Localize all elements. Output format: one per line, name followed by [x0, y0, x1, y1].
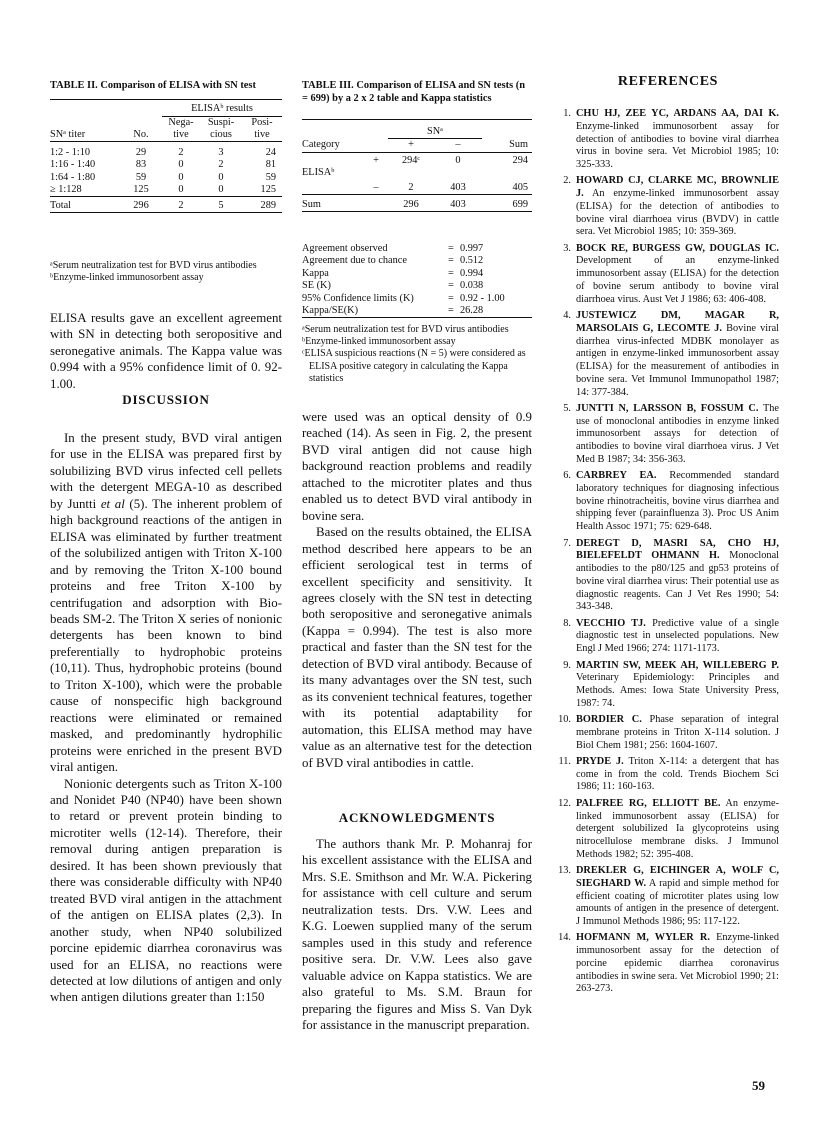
table3-rule-top — [302, 119, 532, 120]
discussion-heading: DISCUSSION — [122, 392, 210, 407]
table2-rule-top — [50, 99, 282, 100]
table3-sn-header: SNᵃ — [388, 126, 482, 139]
table2-footnotes — [50, 260, 282, 284]
stat-value: 0.997 — [460, 243, 484, 254]
table-row — [302, 195, 532, 212]
table2-susp: 0 — [218, 184, 224, 196]
table2-neg: 0 — [178, 171, 184, 183]
results-paragraph: ELISA results gave an excellent agreement with SN in detecting both seropositive and seronegative animals. The Kappa value was 0.994 with a 95% confidence limit of 0. 92-1.00. — [50, 311, 282, 391]
table2-no: 125 — [133, 184, 149, 196]
table3-sum: 699 — [512, 198, 528, 210]
stat-label: Kappa — [302, 267, 329, 279]
table3-a: 296 — [403, 198, 419, 210]
reference-authors: DREKLER G, EICHINGER A, WOLF C, SIEGHARD W. — [576, 865, 779, 889]
table2-titer: 1:64 - 1:80 — [50, 171, 96, 183]
reference-text: Development of an enzyme-linked immunosorbent assay (ELISA) for the detection of bovine serum antibody to bovine viral diarrhoea virus. Aust Vet J 1986; 63: 406-408. — [576, 255, 779, 305]
table2-pos: 81 — [265, 159, 276, 171]
table2-neg: 2 — [178, 146, 184, 158]
reference-number: 3. — [563, 242, 571, 254]
table2-no: 59 — [135, 171, 147, 183]
reference-number: 4. — [563, 310, 571, 322]
reference-number: 8. — [563, 617, 571, 629]
table2-titer: 1:2 - 1:10 — [50, 146, 91, 158]
reference-number: 2. — [563, 175, 571, 187]
table-row — [302, 180, 532, 195]
table2-neg: 0 — [178, 184, 184, 196]
stat-label: 95% Confidence limits (K) — [302, 292, 414, 304]
table3-col-category: Category — [302, 139, 340, 151]
table2-col-neg-1: Nega- — [168, 116, 194, 128]
reference-authors: VECCHIO TJ. — [576, 617, 646, 629]
table2-titer: 1:16 - 1:40 — [50, 159, 96, 171]
stat-value: 0.512 — [460, 255, 484, 267]
table3-elisa-label: ELISAᵇ — [302, 167, 335, 179]
reference-authors: PRYDE J. — [576, 755, 624, 767]
table3-a: 294ᶜ — [401, 154, 421, 166]
table2-total-row — [50, 200, 282, 213]
table-row: Kappa = 0.994 — [302, 268, 532, 280]
reference-text: Predictive value of a single diagnostic test in unselected populations. New Engl J Med 1966; 274: 1171-1173. — [576, 617, 779, 655]
table-row: SE (K) = 0.038 — [302, 280, 532, 292]
reference-item — [557, 175, 779, 239]
stat-value: 0.038 — [460, 280, 484, 292]
table3-stats — [302, 243, 532, 318]
stat-label: Agreement due to chance — [302, 255, 407, 267]
table2-total-label: Total — [50, 199, 72, 211]
table3 — [302, 126, 532, 212]
reference-number: 6. — [563, 470, 571, 482]
table2-col-sn: SNᵃ titer — [50, 128, 86, 140]
references-list — [557, 108, 779, 1000]
references-heading: REFERENCES — [617, 74, 719, 89]
reference-authors: JUNTTI N, LARSSON B, FOSSUM C. — [576, 402, 759, 414]
table-row — [50, 147, 282, 159]
table2-total-susp: 5 — [218, 199, 224, 211]
table3-b: 403 — [450, 198, 466, 210]
reference-number: 1. — [563, 108, 571, 119]
reference-authors: PALFREE RG, ELLIOTT BE. — [576, 797, 721, 809]
table3-sum: 405 — [512, 181, 528, 193]
table3-b: 0 — [455, 154, 461, 166]
table2-col-no: No. — [133, 128, 149, 140]
table2-caption: TABLE II. Comparison of ELISA with SN test — [50, 80, 256, 91]
reference-item — [557, 714, 779, 752]
table3-elisa-label-row — [302, 167, 532, 179]
reference-item — [557, 660, 779, 711]
reference-authors: CARBREY EA. — [576, 470, 657, 482]
table3-footnote-a: ᵃSerum neutralization test for BVD virus antibodies — [302, 324, 509, 335]
discussion-paragraph-3: Based on the results obtained, the ELISA method described here appears to be an efficient serological test in terms of excellent specificity and sensitivity. It agrees closely with the SN test in detecting both seropositive and seronegative animals (Kappa = 0.994). The test is also more practical and faster than the SN test for the detection of BVD viral antibody. Because of its many advantages over the SN test, such as its convenient technical features, together with its potential adaptability for automation, this ELISA method may have value as an alternative test for the detection of BVD viral antibodies in cattle. — [302, 525, 532, 770]
reference-text: The use of monoclonal antibodies in enzyme linked immunosorbent assays for detection of antibodies to bovine viral diarrhoea virus. J Vet Med B 1987; 34: 356-363. — [576, 402, 779, 465]
reference-number: 9. — [563, 659, 571, 671]
table2-col-pos-1: Posi- — [251, 116, 273, 128]
reference-item — [557, 403, 779, 467]
reference-item — [557, 932, 779, 996]
reference-text: Monoclonal antibodies to the p80/125 and gp53 proteins of bovine viral diarrhea virus: Their potential use as diagnostic reagents. Can J Vet Res 1990; 54: 343-348. — [576, 550, 779, 613]
table2-no: 29 — [135, 146, 147, 158]
table2-elisa-header: ELISAᵇ results — [162, 102, 282, 116]
reference-text: Recommended standard laboratory techniques for diagnosing infectious bovine rhinotracheitis, bovine virus diarrhea and shipping fever (parainfluenza 3). Proc US Anim Health Assoc 1971; 75: 629-648. — [576, 470, 779, 533]
table2-total-pos: 289 — [260, 199, 276, 211]
reference-item — [557, 756, 779, 794]
reference-number: 14. — [558, 932, 571, 944]
stat-label: Agreement observed — [302, 243, 388, 254]
reference-text: A rapid and simple method for efficient coating of microtiter plates using low amounts of antigen in the presence of detergent. J Immunol Methods 1986; 95: 117-122. — [576, 877, 779, 928]
stat-value: 0.994 — [460, 267, 484, 279]
table2-col-neg-2: tive — [173, 128, 189, 140]
table2-titer: ≥ 1:128 — [50, 184, 82, 196]
table2-col-pos-2: tive — [254, 128, 270, 140]
table-row — [50, 159, 282, 171]
reference-text: Phase separation of integral membrane proteins in Triton X-114 solution. J Biol Chem 1981; 256: 1604-1607. — [576, 714, 779, 751]
reference-authors: CHU HJ, ZEE YC, ARDANS AA, DAI K. — [576, 108, 779, 119]
reference-item — [557, 470, 779, 534]
reference-text: Enzyme-linked immunosorbent assay for the detection of porcine epidemic diarrhea coronavirus antibodies in swine sera. Vet Microbiol 1990; 21: 263-273. — [576, 932, 779, 995]
discussion-body — [50, 430, 282, 1006]
table3-b: 403 — [450, 181, 466, 193]
table3-col-minus: – — [455, 139, 461, 151]
discussion-paragraph-2-continued: were used was an optical density of 0.9 reached (14). As seen in Fig. 2, the present BVD viral antigen did not cause high background reaction problems and readily attached to the microtiter plates and thus enabled us to detect BVD viral antibody in bovine sera. — [302, 410, 532, 523]
table2-footnote-a: ᵃSerum neutralization test for BVD virus antibodies — [50, 260, 257, 271]
reference-authors: JUSTEWICZ DM, MAGAR R, MARSOLAIS G, LECOMTE J. — [576, 310, 779, 334]
table3-footnote-b: ᵇEnzyme-linked immunosorbent assay — [302, 336, 456, 348]
discussion-continued — [302, 409, 532, 771]
discussion-paragraph-1: In the present study, BVD viral antigen for use in the ELISA was prepared first by solubilizing BVD virus infected cell pellets with the detergent MEGA-10 as described by Juntti et al (5). The inherent problem of high background reactions of the antigen in ELISA was eliminated by further treatment of the solubilized antigen with Triton X-100 and by removing the Triton X-100 bound proteins and free Triton X-100 by centrifugation and adsorption with Bio-beads SM-2. The Triton X series of nonionic detergents has been known to bind preferentially to hydrophobic proteins (10,11). Thus, hydrophobic proteins (bound to Triton X-100), which were the probable cause of nonspecific high background reactions were eliminated or remained masked, and predominantly hydrophilic proteins were enriched in the present BVD viral antigen. — [50, 431, 282, 775]
results-summary — [50, 310, 282, 392]
reference-text: Veterinary Epidemiology: Principles and Methods. Ames: Iowa State University Press, 1987: 74. — [576, 672, 779, 709]
stat-label: SE (K) — [302, 280, 331, 292]
reference-number: 10. — [558, 714, 571, 726]
reference-number: 5. — [563, 402, 571, 414]
reference-number: 7. — [563, 537, 571, 549]
table2-susp: 2 — [218, 159, 224, 171]
table2-footnote-b: ᵇEnzyme-linked immunosorbent assay — [50, 272, 204, 284]
table2-susp: 0 — [218, 171, 224, 183]
table-row: Agreement due to chance = 0.512 — [302, 255, 532, 267]
table-row: Kappa/SE(K) = 26.28 — [302, 305, 532, 318]
reference-authors: HOWARD CJ, CLARKE MC, BROWNLIE J. — [576, 175, 779, 200]
table2-col-susp-1: Suspi- — [207, 116, 235, 128]
page-number: 59 — [752, 1078, 765, 1093]
table3-sum-label: Sum — [302, 198, 321, 210]
table2-susp: 3 — [218, 146, 224, 158]
table-row — [302, 152, 532, 167]
acknowledgments-body — [302, 836, 532, 1033]
table-row — [50, 172, 282, 184]
stat-label: Kappa/SE(K) — [302, 305, 359, 317]
reference-item — [557, 618, 779, 656]
table3-col-plus: + — [408, 139, 414, 151]
discussion-paragraph-2: Nonionic detergents such as Triton X-100 and Nonidet P40 (NP40) have been shown to retard or prevent protein binding to microtiter wells (12-14). Therefore, their removal during antigen preparation is desired. It has been shown previously that there was considerable difficulty with NP40 treated BVD viral antigen in the attachment of the antigen on ELISA plates (2,3). In another study, when NP40 solubilized porcine epidemic diarrhea coronavirus was used for an ELISA, no reactions were detected at low dilutions of antigen and only when antigen dilutions greater than 1:150 — [50, 776, 282, 1005]
reference-text: Triton X-114: a detergent that has come in from the cold. Trends Biochem Sci 1986; 11: 160-163. — [576, 755, 779, 793]
reference-authors: DEREGT D, MASRI SA, CHO HJ, BIELEFELDT OHMANN H. — [576, 537, 779, 562]
table2-total-neg: 2 — [178, 199, 184, 211]
reference-text: An enzyme-linked immunosorbent assay (ELISA) for detergent solubilized Ia glycoproteins using nitrocellulose membrane disks. J Immunol Methods 1982; 52: 395-408. — [576, 797, 779, 860]
table3-sum: 294 — [512, 154, 528, 166]
table2-total-no: 296 — [133, 199, 149, 211]
reference-item — [557, 108, 779, 172]
reference-number: 12. — [558, 797, 571, 809]
table2 — [50, 102, 282, 213]
table2-col-susp-2: cious — [210, 128, 232, 140]
reference-item — [557, 538, 779, 615]
table2-pos: 125 — [260, 184, 276, 196]
table-row: Agreement observed = 0.997 — [302, 243, 532, 255]
reference-authors: MARTIN SW, MEEK AH, WILLEBERG P. — [576, 659, 779, 671]
acknowledgments-paragraph: The authors thank Mr. P. Mohanraj for his excellent assistance with the ELISA and Mrs. S.E. Smithson and Mr. W.A. Pickering for assistance with cell culture and serum neutralization tests. Drs. V.W. Lees and K.G. Loewen supplied many of the serum samples used in this study and reference positive sera. Dr. V.W. Lees also gave valuable advice on Kappa statistics. We are also grateful to Ms. S.M. Braun for preparing the figures and Miss S. Van Dyk for assistance in the manuscript preparation. — [302, 837, 532, 1032]
acknowledgments-heading: ACKNOWLEDGMENTS — [338, 810, 496, 825]
reference-text: Enzyme-linked immunosorbent assay for detection of antibodies to bovine viral diarrhea virus in bovine sera. Vet Microbiol 1985; 10: 325-333. — [576, 120, 779, 170]
reference-item — [557, 798, 779, 862]
reference-authors: HOFMANN M, WYLER R. — [576, 932, 710, 944]
stat-value: 26.28 — [460, 305, 484, 317]
table3-footnotes — [302, 324, 532, 385]
reference-item — [557, 310, 779, 399]
reference-authors: BORDIER C. — [576, 714, 642, 726]
table3-caption: TABLE III. Comparison of ELISA and SN tests (n = 699) by a 2 x 2 table and Kappa statistics — [302, 80, 525, 104]
stat-value: 0.92 - 1.00 — [460, 292, 505, 304]
reference-text: An enzyme-linked immunosorbent assay (ELISA) for the detection of antibodies to bovine viral diarrhoea virus (BVDV) in cattle sera. Vet Microbiol 1985; 10: 359-369. — [576, 188, 779, 238]
reference-item — [557, 243, 779, 307]
table3-a: 2 — [408, 181, 414, 193]
reference-authors: BOCK RE, BURGESS GW, DOUGLAS IC. — [576, 242, 779, 254]
table3-row-plus-sign: + — [373, 154, 379, 166]
table3-footnote-c: ᶜELISA suspicious reactions (N = 5) were considered as ELISA positive category in calculating the Kappa statistics — [302, 348, 526, 384]
table3-col-sum: Sum — [509, 139, 528, 151]
table-row: 95% Confidence limits (K) = 0.92 - 1.00 — [302, 293, 532, 305]
table2-no: 83 — [135, 159, 147, 171]
reference-number: 11. — [558, 755, 571, 767]
table2-neg: 0 — [178, 159, 184, 171]
reference-text: Bovine viral diarrhea virus-infected MDBK monolayer as antigen in enzyme-linked immunosorbent assay (ELISA) for the measurement of antibodies in bovine sera. Vet Immunol Immunopathol 1987; 14: 377-384. — [576, 322, 779, 398]
table-row — [50, 184, 282, 197]
table2-pos: 59 — [265, 171, 276, 183]
reference-item — [557, 865, 779, 929]
table2-pos: 24 — [265, 146, 276, 158]
reference-number: 13. — [558, 865, 571, 877]
table3-row-minus-sign: – — [373, 181, 379, 193]
